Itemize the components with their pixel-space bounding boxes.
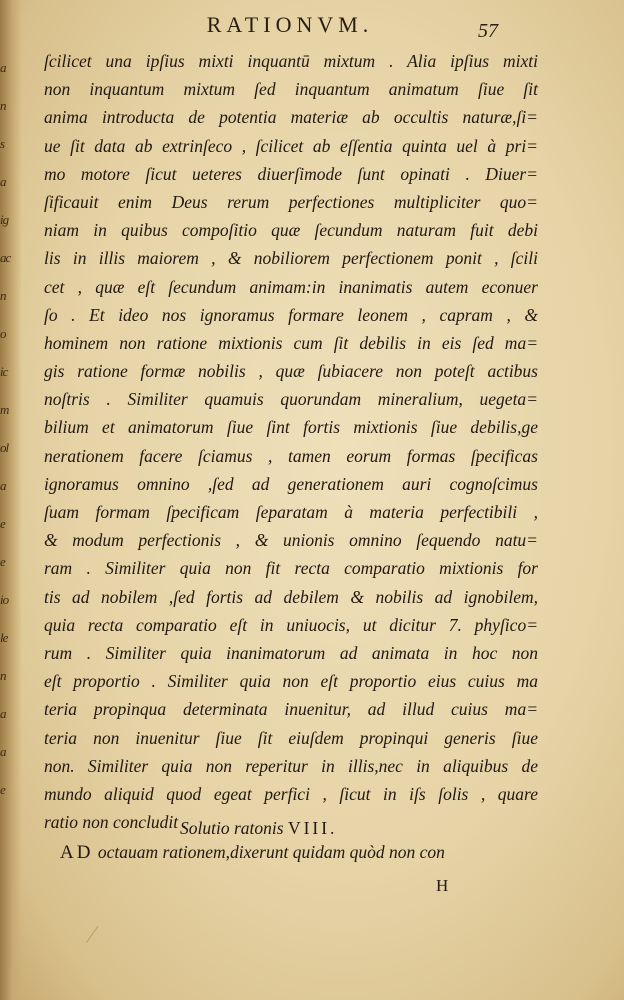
text-line: quia recta comparatio eſt in uniuocis, ut dicitur 7. phyſico= bbox=[44, 614, 538, 635]
section-subheading bbox=[180, 818, 337, 839]
subheading-numeral: VIII. bbox=[287, 818, 338, 838]
margin-fragment: io bbox=[0, 592, 9, 607]
text-line: ignoramus omnino ,ſed ad generationem auri cognoſcimus bbox=[44, 473, 538, 494]
margin-fragment: n bbox=[0, 288, 6, 303]
running-head: RATIONVM. bbox=[206, 12, 374, 37]
text-line: niam in quibus compoſitio quæ ſecundum naturam fuit debi bbox=[44, 220, 538, 241]
signature-mark: H bbox=[436, 876, 449, 895]
text-line: lis in illis maiorem , & nobiliorem perfectionem ponit , ſcili bbox=[44, 248, 538, 269]
text-line: hominem non ratione mixtionis cum ſit debilis in eis ſed ma= bbox=[44, 332, 538, 353]
paragraph-start bbox=[60, 842, 516, 864]
margin-fragment: e bbox=[0, 554, 5, 569]
text-line: rum . Similiter quia inanimatorum ad animata in hoc non bbox=[44, 642, 538, 663]
margin-fragment: a bbox=[0, 478, 6, 493]
text-line: ſificauit enim Deus rerum perfectiones multipliciter quo= bbox=[44, 191, 538, 212]
margin-fragment: a bbox=[0, 706, 6, 721]
text-line: ſcilicet una ipſius mixti inquantū mixtum . Alia ipſius mixti bbox=[44, 51, 538, 71]
margin-fragment: e bbox=[0, 782, 5, 797]
margin-fragment: a bbox=[0, 744, 6, 759]
page-number: 57 bbox=[478, 20, 498, 42]
text-line: teria non inuenitur ſiue ſit eiuſdem propinqui generis ſiue bbox=[44, 727, 538, 748]
text-line: mundo aliquid quod egeat perfici , ſicut in iſs ſolis , quare bbox=[44, 783, 538, 804]
margin-fragment: ol bbox=[0, 440, 9, 455]
margin-fragment: m bbox=[0, 402, 9, 417]
text-line: ratio non concludit . bbox=[44, 812, 187, 833]
text-line: nerationem facere ſciamus , tamen eorum formas ſpecificas bbox=[44, 445, 538, 466]
text-line: non. Similiter quia non reperitur in illis,nec in aliquibus de bbox=[44, 755, 538, 776]
margin-fragment: ig bbox=[0, 212, 9, 227]
margin-fragment: a bbox=[0, 174, 6, 189]
margin-fragment: s bbox=[0, 136, 5, 151]
text-line: noſtris . Similiter quamuis quorundam mineralium, uegeta= bbox=[44, 389, 538, 410]
margin-fragment: o bbox=[0, 326, 6, 341]
margin-fragment: n bbox=[0, 98, 6, 113]
text-line: anima introducta de potentia materiæ ab occultis naturæ,ſi= bbox=[44, 107, 538, 128]
text-line: ram . Similiter quia non fit recta comparatio mixtionis for bbox=[44, 558, 538, 579]
margin-fragment: ac bbox=[0, 250, 11, 265]
margin-fragment: ic bbox=[0, 364, 8, 379]
margin-fragment: e bbox=[0, 516, 5, 531]
text-line: & modum perfectionis , & unionis omnino ſequendo natu= bbox=[44, 530, 538, 551]
text-line: cet , quæ eſt ſecundum animam:in inanimatis autem econuer bbox=[44, 276, 538, 297]
text-line: bilium et animatorum ſiue ſint fortis mixtionis ſiue debilis,ge bbox=[44, 417, 538, 438]
margin-fragment: n bbox=[0, 668, 6, 683]
subheading-text: Solutio ratonis bbox=[180, 818, 284, 838]
margin-fragment: a bbox=[0, 60, 6, 75]
text-line: mo motore ſicut ueteres diuerſimode ſunt opinati . Diuer= bbox=[44, 163, 538, 184]
facing-page-edge bbox=[0, 0, 22, 1000]
text-line: eſt proportio . Similiter quia non eſt proportio eius cuius ma bbox=[44, 671, 538, 692]
text-line: ſuam formam ſpecificam ſeparatam à materia perfectibili , bbox=[44, 502, 538, 522]
text-line: tis ad nobilem ,ſed fortis ad debilem & nobilis ad ignobilem, bbox=[44, 586, 538, 607]
paper-mark bbox=[86, 926, 115, 954]
initial-letters: AD bbox=[60, 842, 94, 863]
paragraph-text: octauam rationem,dixerunt quidam quòd non con bbox=[97, 842, 445, 862]
text-line: gis ratione formæ nobilis , quæ ſubiacere non poteſt actibus bbox=[44, 361, 538, 382]
text-line: ſo . Et ideo nos ignoramus formare leonem , capram , & bbox=[44, 304, 538, 325]
text-line: ue ſit data ab extrinſeco , ſcilicet ab eſſentia quinta uel à pri= bbox=[44, 135, 538, 156]
body-text bbox=[44, 47, 538, 836]
text-line: non inquantum mixtum ſed inquantum animatum ſiue ſit bbox=[44, 79, 538, 100]
text-line: teria propinqua determinata inuenitur, ad illud cuius ma= bbox=[44, 699, 538, 720]
margin-fragment: le bbox=[0, 630, 8, 645]
